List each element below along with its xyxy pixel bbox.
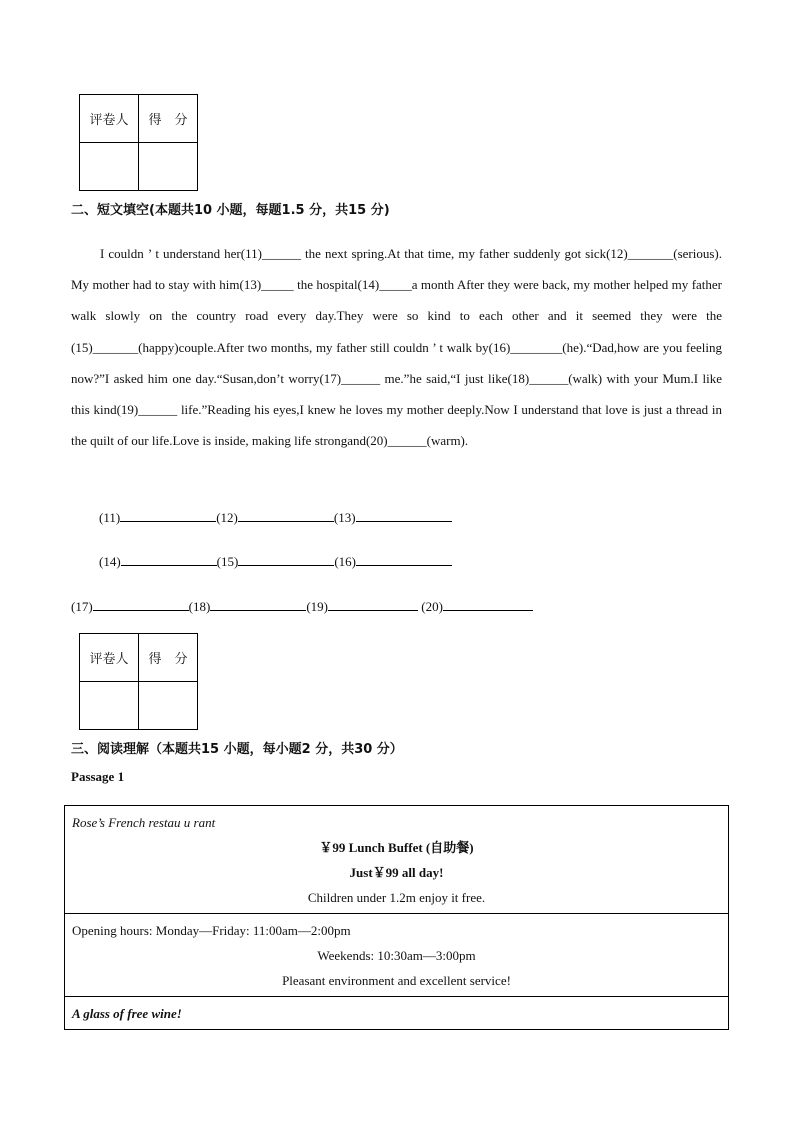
reviewer-cell[interactable] bbox=[80, 682, 139, 730]
buffet-offer: ￥99 Lunch Buffet (自助餐) bbox=[319, 840, 474, 855]
answer-blank-14[interactable] bbox=[121, 552, 217, 566]
score-header: 得 分 bbox=[139, 95, 198, 143]
children-note: Children under 1.2m enjoy it free. bbox=[307, 890, 486, 905]
answer-row-2 bbox=[99, 552, 452, 570]
ad-wine-block bbox=[65, 997, 728, 1029]
ad-offer-block bbox=[65, 806, 728, 914]
answer-label: (11) bbox=[99, 510, 121, 525]
section2-heading: 二、短文填空(本题共10 小题，每题1.5 分，共15 分) bbox=[71, 203, 390, 218]
restaurant-ad bbox=[64, 805, 729, 1030]
service-note: Pleasant environment and excellent service! bbox=[282, 973, 511, 988]
answer-blank-16[interactable] bbox=[356, 552, 452, 566]
answer-label: (18) bbox=[188, 599, 211, 614]
section3-heading: 三、阅读理解（本题共15 小题，每小题2 分，共30 分） bbox=[71, 742, 403, 757]
answer-label: (14) bbox=[99, 554, 121, 569]
answer-row-3 bbox=[71, 597, 533, 615]
cloze-passage-text: I couldn ’ t understand her(11)______ the next spring.At that time, my father suddenly got sick(12)_______(serious). My mother had to stay with him(13)_____ the hospital(14)_____a month After they were back, my mother helped my father walk slowly on the country road every day.They were so kind to each other and it seemed they were the (15)_______(happy)couple.After two months, my father still couldn ’ t walk by(16)________(he).“Dad,how are you feeling now?”I asked him one day.“Susan,don’t worry(17)______ me.”he said,“I just like(18)______(walk) with your Mum.I like this kind(19)______ life.”Reading his eyes,I knew he loves my mother deeply.Now I understand that love is just a thread in the quilt of our life.Love is inside, making life strongand(20)______(warm). bbox=[71, 246, 722, 449]
answer-blank-15[interactable] bbox=[238, 552, 334, 566]
passage-label: Passage 1 bbox=[71, 769, 125, 784]
answer-label: (12) bbox=[216, 510, 238, 525]
answer-blank-20[interactable] bbox=[443, 597, 533, 611]
answer-label: (20) bbox=[418, 599, 443, 614]
answer-blank-19[interactable] bbox=[328, 597, 418, 611]
weekday-hours: Opening hours: Monday—Friday: 11:00am—2:00pm bbox=[72, 923, 351, 938]
reviewer-header: 评卷人 bbox=[80, 95, 139, 143]
score-cell[interactable] bbox=[139, 143, 198, 191]
answer-label: (19) bbox=[306, 599, 329, 614]
score-header: 得 分 bbox=[139, 634, 198, 682]
answer-label: (16) bbox=[334, 554, 357, 569]
cloze-passage bbox=[71, 238, 722, 456]
weekend-hours: Weekends: 10:30am—3:00pm bbox=[317, 948, 476, 963]
ad-hours-block bbox=[65, 914, 728, 997]
score-cell[interactable] bbox=[139, 682, 198, 730]
answer-blank-11[interactable] bbox=[120, 508, 216, 522]
answer-label: (15) bbox=[216, 554, 239, 569]
answer-blank-17[interactable] bbox=[93, 597, 189, 611]
answer-blank-13[interactable] bbox=[356, 508, 452, 522]
score-table-1 bbox=[79, 94, 198, 191]
answer-blank-12[interactable] bbox=[238, 508, 334, 522]
price-line: Just￥99 all day! bbox=[349, 865, 444, 880]
answer-blank-18[interactable] bbox=[210, 597, 306, 611]
answer-row-1 bbox=[99, 508, 452, 526]
free-wine: A glass of free wine! bbox=[72, 1006, 182, 1021]
restaurant-name: Rose’s French restau u rant bbox=[72, 815, 216, 830]
answer-label: (13) bbox=[333, 510, 356, 525]
answer-label: (17) bbox=[71, 599, 93, 614]
score-table-2 bbox=[79, 633, 198, 730]
reviewer-cell[interactable] bbox=[80, 143, 139, 191]
reviewer-header: 评卷人 bbox=[80, 634, 139, 682]
